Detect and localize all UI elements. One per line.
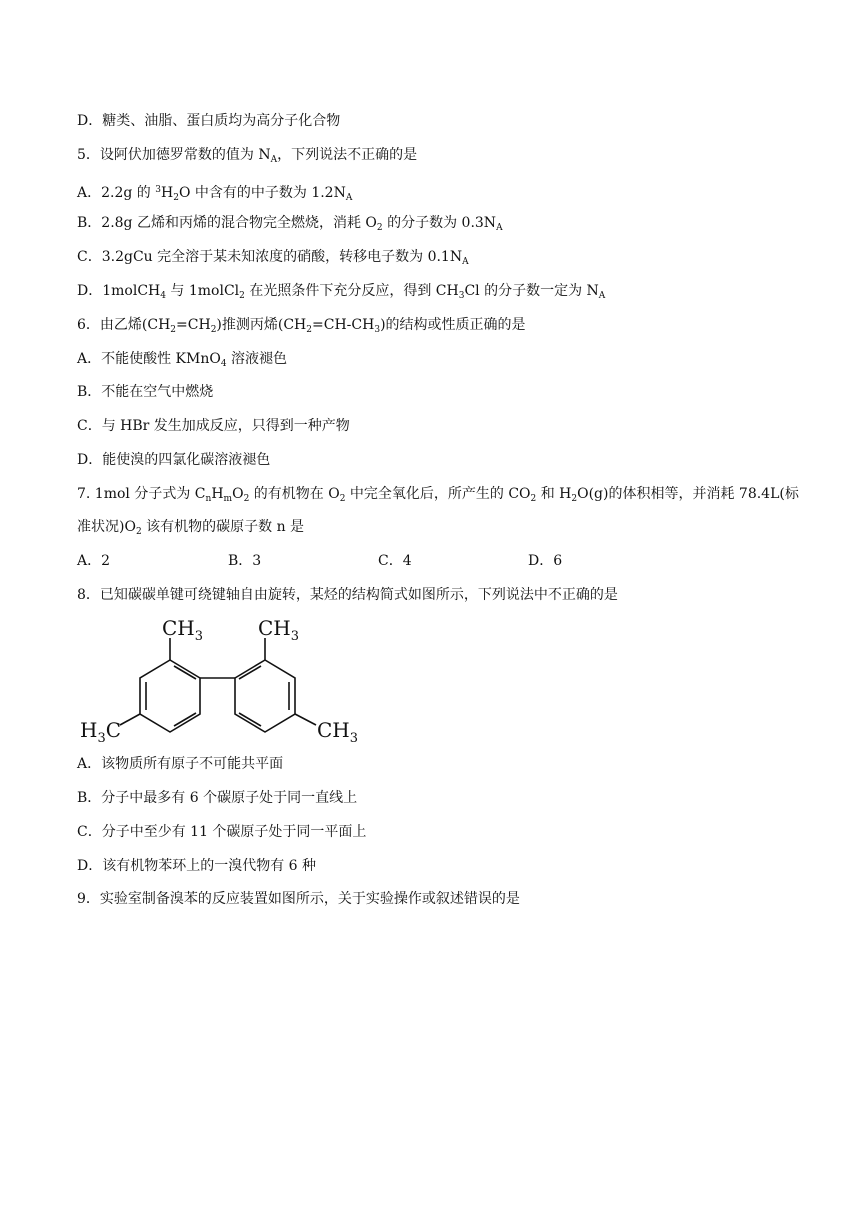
q7-stem-line1: 7. 1mol 分子式为 $C_nH_mO_2$ 的有机物在 $O_2$ 中完全氧化后，所产生的 $CO_2$ 和 $H_2O(g)$的体积相等，并消耗 78.4L(标 [77,486,799,504]
q8-option-a: A．该物质所有原子不可能共平面 [77,756,284,772]
q8-option-b: B．分子中最多有 6 个碳原子处于同一直线上 [77,790,358,806]
q7-option-d: D．6 [528,553,563,569]
q6-option-d: D．能使溴的四氯化碳溶液褪色 [77,452,271,468]
methyl-label-top-left: $CH_3$ [162,616,204,644]
structure-bonds [120,638,316,732]
q6-option-c: C．与 HBr 发生加成反应，只得到一种产物 [77,418,350,434]
q5-option-a: A．2.2g 的 $^3H_2O$ 中含有的中子数为 $1.2N_A$ [77,185,353,203]
q8-option-d: D．该有机物苯环上的一溴代物有 6 种 [77,858,317,874]
q4-option-d: D．糖类、油脂、蛋白质均为高分子化合物 [77,113,341,129]
methyl-label-bottom-left: $H_3C$ [80,718,122,744]
q8-stem: 8．已知碳碳单键可绕键轴自由旋转，某烃的结构简式如图所示，下列说法中不正确的是 [77,587,618,603]
biphenyl-structure-figure [80,612,370,744]
q5-option-c: C．3.2gCu 完全溶于某未知浓度的硝酸，转移电子数为 $0.1N_A$ [77,249,469,267]
q5-option-d: D．1molCH$_4$ 与 1molCl$_2$ 在光照条件下充分反应，得到 $CH_3Cl$ 的分子数一定为 $N_A$ [77,283,606,301]
q6-stem: 6．由乙烯$(CH_2=CH_2)$推测丙烯$(CH_2=CH-CH_3)$的结构或性质正确的是 [77,317,526,335]
q7-stem-line2: 准状况)$O_2$ 该有机物的碳原子数 n 是 [77,519,305,537]
q7-option-a: A．2 [77,553,111,569]
q5-option-b: B．2.8g 乙烯和丙烯的混合物完全燃烧，消耗 $O_2$ 的分子数为 $0.3N_A$ [77,215,503,233]
q8-option-c: C．分子中至少有 11 个碳原子处于同一平面上 [77,824,367,840]
q9-stem: 9．实验室制备溴苯的反应装置如图所示，关于实验操作或叙述错误的是 [77,891,520,907]
q5-stem: 5．设阿伏加德罗常数的值为 $N_A$，下列说法不正确的是 [77,147,418,165]
q7-option-c: C．4 [378,553,412,569]
methyl-label-bottom-right: $CH_3$ [317,718,359,744]
q6-option-a: A．不能使酸性 KMnO$_4$ 溶液褪色 [77,351,288,369]
methyl-label-top-right: $CH_3$ [258,616,300,644]
q6-option-b: B．不能在空气中燃烧 [77,384,214,400]
q7-option-b: B．3 [228,553,262,569]
